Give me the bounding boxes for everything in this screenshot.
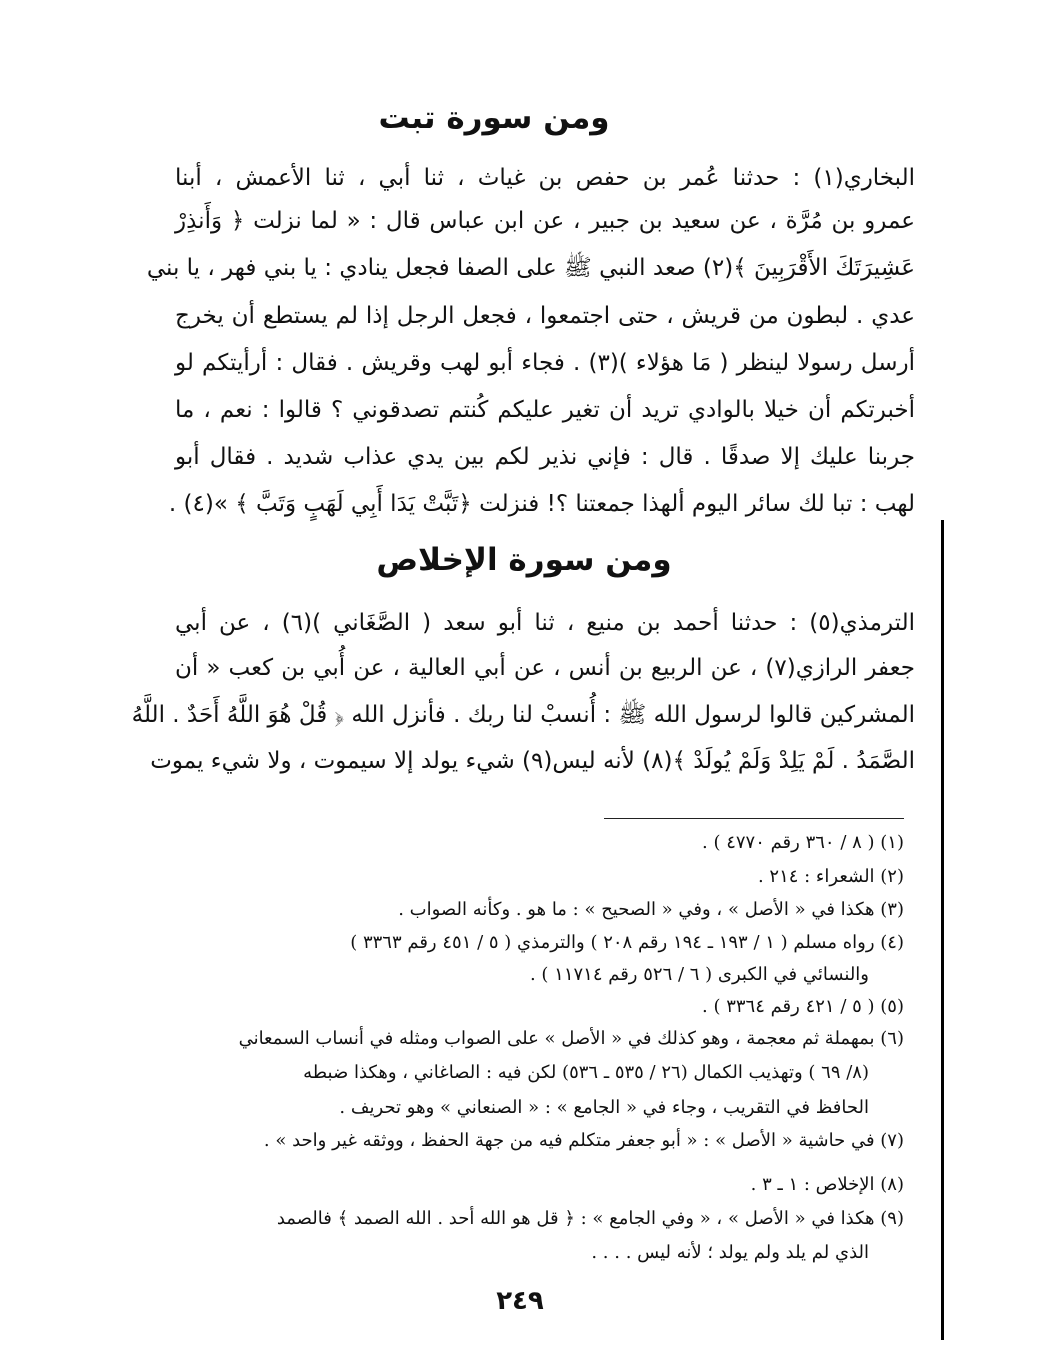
text-line: جعفر الرازي(٧) ، عن الربيع بن أنس ، عن أبي العالية ، عن أُبي بن كعب « أن — [175, 655, 915, 681]
text-line: لهب : تبا لك سائر اليوم ألهذا جمعتنا ؟! فنزلت ﴿تَبَّتْ يَدَا أَبِي لَهَبٍ وَتَبَّ ﴾ »(٤) . — [168, 491, 915, 517]
footnote-line: الذي لم يلد ولم يولد ؛ لأنه ليس . . . . — [591, 1242, 869, 1263]
section-heading-ikhlas: ومن سورة الإخلاص — [376, 542, 672, 578]
text-line: أخبرتكم أن خيلا بالوادي تريد أن تغير عليكم كُنتم تصدقوني ؟ قالوا : نعم ، ما — [175, 397, 915, 423]
footnote-line: (٤) رواه مسلم ( ١ / ١٩٣ ـ ١٩٤ رقم ٢٠٨ ) والترمذي ( ٥ / ٤٥١ رقم ٣٣٦٣ ) — [350, 932, 904, 953]
text-line: عَشِيرَتَكَ الأَقْرَبِينَ ﴾(٢) صعد النبي ﷺ على الصفا فجعل ينادي : يا بني فهر ، يا بني — [146, 255, 915, 281]
text-line: المشركين قالوا لرسول الله ﷺ : أُنسبْ لنا ربك . فأنزل الله ﴿ قُلْ هُوَ اللَّهُ أَحَدٌ . اللَّهُ — [131, 702, 915, 728]
footnote-line: (٥) ( ٥ / ٤٢١ رقم ٣٣٦٤ ) . — [702, 996, 904, 1017]
section-heading-tabbat: ومن سورة تبت — [378, 100, 610, 136]
footnote-line: (٨) الإخلاص : ١ ـ ٣ . — [750, 1174, 904, 1195]
footnote-separator — [604, 818, 904, 819]
footnote-line: (١) ( ٨ / ٣٦٠ رقم ٤٧٧٠ ) . — [702, 832, 904, 853]
footnote-line: (٦) بمهملة ثم معجمة ، وهو كذلك في « الأصل » على الصواب ومثله في أنساب السمعاني — [238, 1028, 904, 1049]
footnote-line: (٢) الشعراء : ٢١٤ . — [757, 866, 904, 887]
text-line: البخاري(١) : حدثنا عُمر بن حفص بن غياث ، ثنا أبي ، ثنا الأعمش ، أبنا — [175, 165, 915, 191]
text-line: الترمذي(٥) : حدثنا أحمد بن منيع ، ثنا أبو سعد ( الصَّغَاني )(٦) ، عن أبي — [175, 610, 915, 636]
footnote-line: (٧) في حاشية « الأصل » : « أبو جعفر متكلم فيه من جهة الحفظ ، ووثقه غير واحد » . — [263, 1130, 904, 1151]
text-line: الصَّمَدُ . لَمْ يَلِدْ وَلَمْ يُولَدْ ﴾(٨) لأنه ليس(٩) شيء يولد إلا سيموت ، ولا شيء يموت — [150, 748, 915, 774]
text-line: أرسل رسولا لينظر ( مَا هؤلاء )(٣) . فجاء أبو لهب وقريش . فقال : أرأيتكم لو — [175, 350, 915, 376]
footnote-line: (٨/ ٦٩ ) وتهذيب الكمال (٢٦ / ٥٣٥ ـ ٥٣٦) لكن فيه : الصاغاني ، وهكذا ضبطه — [303, 1062, 869, 1083]
text-line: جربنا عليك إلا صدقًا . قال : فإني نذير لكم بين يدي عذاب شديد . فقال أبو — [175, 444, 915, 470]
page-number: ٢٤٩ — [496, 1286, 544, 1316]
text-line: عمرو بن مُرَّة ، عن سعيد بن جبير ، عن ابن عباس قال : « لما نزلت ﴿ وَأَنذِرْ — [175, 208, 915, 234]
footnote-line: والنسائي في الكبرى ( ٦ / ٥٢٦ رقم ١١٧١٤ ) . — [529, 964, 869, 985]
scan-edge-shadow — [941, 520, 944, 1340]
footnote-line: (٩) هكذا في « الأصل » ، « وفي الجامع » : ﴿ قل هو الله أحد . الله الصمد ﴾ فالصمد — [276, 1208, 904, 1229]
footnote-line: الحافظ في التقريب ، وجاء في « الجامع » : « الصنعاني » وهو تحريف . — [339, 1097, 869, 1118]
footnote-line: (٣) هكذا في « الأصل » ، وفي « الصحيح » : ما هو . وكأنه الصواب . — [398, 899, 904, 920]
text-line: عدي . لبطون من قريش ، حتى اجتمعوا ، فجعل الرجل إذا لم يستطع أن يخرج — [175, 303, 915, 329]
